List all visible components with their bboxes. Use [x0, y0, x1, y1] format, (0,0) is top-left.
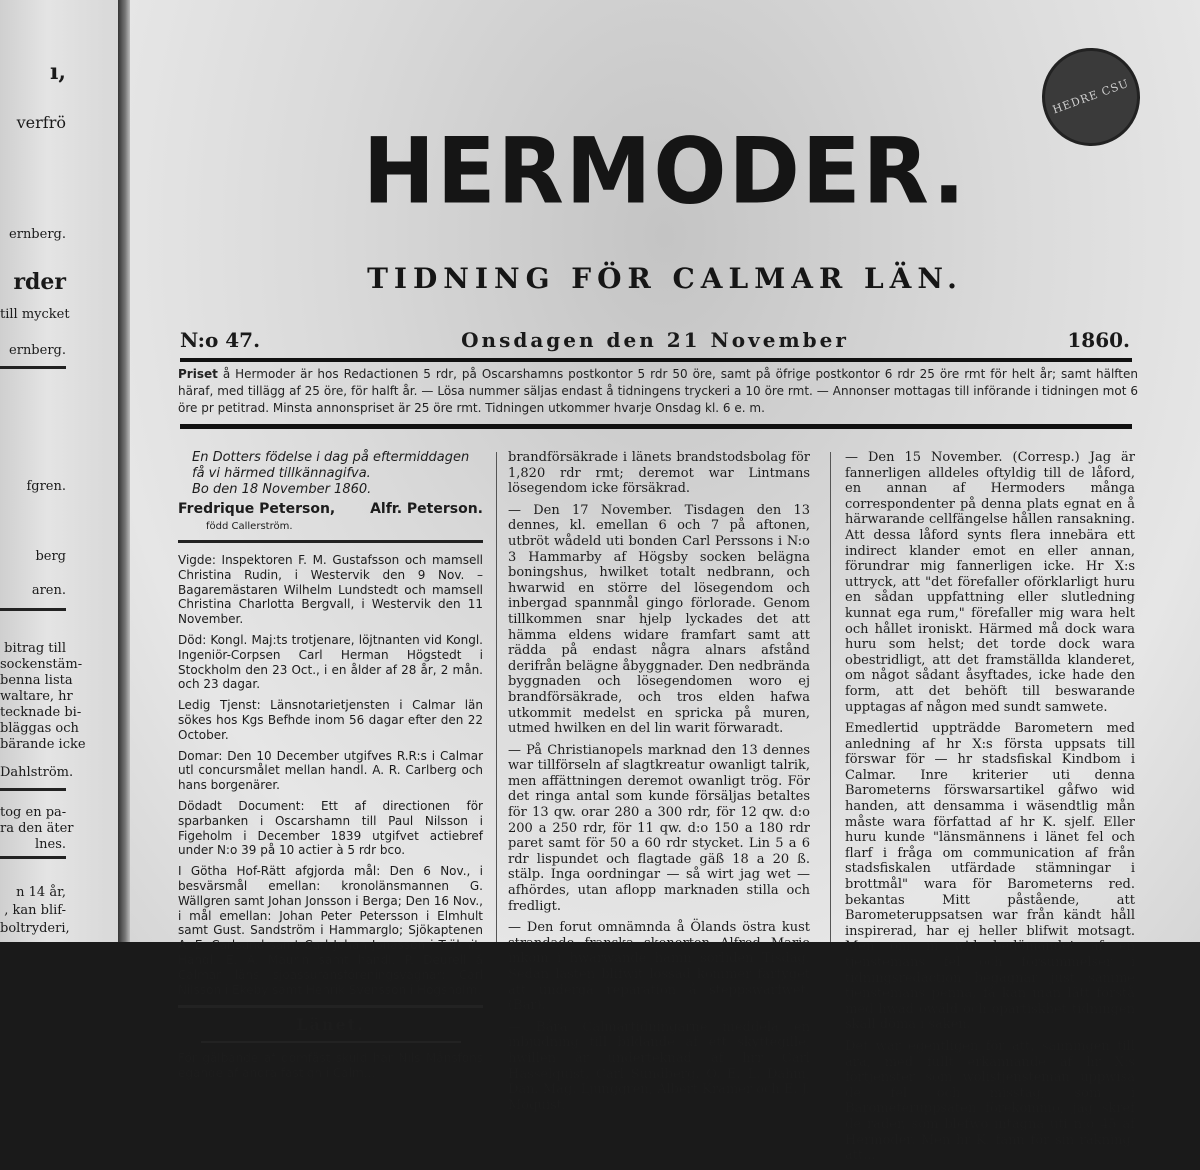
notice-dod: Död: Kongl. Maj:ts trotjenare, löjtnanten vid Kongl. Ingeniör-Corpsen Carl Herman Högstedt i Stockholm den 23 Oct., i en ålder af 28 år, 2 mån. och 23 dagar. [178, 632, 483, 692]
notice-gotha-hofratt: I Götha Hof-Rätt afgjorda mål: Den 6 Nov., i besvärsmål emellan: kronolänsmannen G. Wällgren samt Johan Jonsson i Berga; Den 16 Nov., i mål emellan: Johan Peter Petersson i Elmhult samt Gust. Sandström i Hammarglo; Sjökaptenen A. E. Carlsund samt Carl Johan Jonasson i Träknit; Handl. E. A. Maurin samt handl. P. Deurell å Calmar läns sjöassuransföreningsvägnar; Carl Nilsson i Ekeby samt Henrik Svensson i Högsholm. [178, 864, 483, 997]
left-fragment: verfrö [16, 113, 66, 132]
signature-mother: Fredrique Peterson, [178, 501, 336, 517]
heading-rule [201, 1041, 461, 1043]
announcement-signatures [178, 502, 483, 532]
column-right [845, 450, 1135, 1170]
left-fragment: tog en pa- [0, 805, 67, 820]
left-fragment: tecknade bi- [0, 705, 82, 720]
article-paragraph: — Den 15 November. (Corresp.) Jag är fannerligen alldeles oftyldig till de låford, en annan af Hermoders många correspondenter på denna plats egnat en å härwarande cellfängelse hållen ransakning. Att dessa låford synts flera innebära ett indirect klander emot en eller annan, förundrar mig fannerligen icke. Hr X:s uttryck, att "det förefaller oförklarligt huru en sådan uppfattning eller slutledning kunnat ega rum," förefaller mig wara helt och hållet ironiskt. Härmed må dock wara huru som helst; det torde dock wara obestridligt, att det framställda klanderet, om något sådant åsyftades, icke hade den form, att det behöft till beswarande upptagas af någon med sundt samwete. [845, 450, 1135, 715]
masthead-title: HERMODER. [362, 119, 968, 225]
article-paragraph: brandförsäkrade i länets brandstodsbolag för 1,820 rdr rmt; deremot war Lintmans lösegendom icke försäkrad. [508, 450, 810, 497]
section-rule [178, 1005, 483, 1008]
subscription-lead: Priset [178, 367, 218, 381]
dateline [180, 328, 1130, 354]
left-fragment: waltare, hr [0, 689, 73, 704]
subscription-notice [178, 366, 1138, 417]
notice-dodadt-document: Dödadt Document: Ett af directionen för sparbanken i Oscarshamn till Paul Nilsson i Figeholm i December 1839 utgifvet actiebref under N:o 39 på 10 actier à 5 rdr bco. [178, 798, 483, 858]
masthead-subtitle: TIDNING FÖR CALMAR LÄN. [367, 262, 963, 295]
section-heading-lanet: Länet. [296, 1015, 365, 1035]
issue-number: N:o 47. [180, 328, 261, 352]
left-fragment: aren. [31, 583, 66, 598]
issue-date: Onsdagen den 21 November [461, 328, 849, 352]
newspaper-page [130, 0, 1200, 1164]
notice-vigde: Vigde: Inspektoren F. M. Gustafsson och mamsell Christina Rudin, i Westervik den 9 Nov. – Bagaremästaren Wilhelm Lundstedt och mamsell Christina Charlotta Bergvall, i Westervik den 11 November. [178, 553, 483, 627]
left-fragment: bitrag till [4, 641, 66, 656]
dateline-rule [180, 358, 1132, 362]
section-rule [178, 540, 483, 543]
left-fragment: rder [13, 269, 66, 295]
header-bottom-rule [180, 424, 1132, 429]
issue-year: 1860. [1067, 328, 1130, 352]
left-fragment: till mycket [0, 307, 70, 322]
signature-mother-maiden: född Callerström. [206, 521, 293, 532]
left-fragment: boltryderi, [0, 921, 70, 936]
subscription-text: å Hermoder är hos Redactionen 5 rdr, på Oscarshamns postkontor 5 rdr 50 öre, samt på öfrige postkontor 6 rdr 25 öre rmt för helt år; samt hälften häraf, med tillägg af 25 öre, för halft år. — Lösa nummer säljas endast å tidningens tryckeri a 10 öre rmt. — Annonser mottagas till införande i tidningen mot 6 öre pr petitrad. Minsta annonspriset är 25 öre rmt. Tidningen utkommer hvarje Onsdag kl. 6 e. m. [178, 367, 1138, 415]
column-middle [508, 450, 810, 1119]
lanet-text: För gälbande af domfäst skuld har Nils Månsfons egande af andra fastigh i Calm... [178, 1051, 483, 1080]
article-paragraph: — Den 17 November. Tisdagen den 13 dennes, kl. emellan 6 och 7 på aftonen, utbröt wådeld uti bonden Carl Perssons i N:o 3 Hammarby af Högsby socken belägna boningshus, hwilket totalt nedbrann, och hwarwid en större del lösegendom och inbergad spannmål gingo förlorade. Genom tillkommen snar hjelp lyckades det att hämma eldens widare framfart samt att rädda på endast några alnars afstånd derifrån belägne åbyggnader. Den nedbrända byggnaden och lösegendomen woro ej brandförsäkrade, och tros elden hafwa utkommit medelst en spricka på muren, utmed hwilken en del lin warit förwaradt. [508, 502, 810, 737]
left-fragment: , kan blif- [4, 903, 66, 918]
article-paragraph: Emedlertid uppträdde Barometern med anledning af hr X:s första uppsats till förswar för — hr stadsfiskal Kindbom i Calmar. Inre kriterier uti denna Barometerns förswarsartikel gåfwo wid handen, att densamma i wäsendtlig mån måste wara författad af hr K. sjelf. Eller huru kunde "länsmännens i länet fel och flarf i fråga om communication af från stadsfiskalen utfärdade stämningar i brottmål" wara för Barometerns red. bekantas Mitt påstående, att Barometeruppsatsen war från kändt håll inspirerad, har ej heller blifwit motsagt. Men om m wid bedömandet af en tjenstemans fel och försummelser i tidningsredaction begagnar just samme tjenstemans penna, få kan man lätt förstå med hwad owäld och opartiskhet tidningen skall döma i saken. [845, 721, 1135, 1033]
left-rule [0, 788, 66, 791]
stamp-text: HEDRE CSU [1050, 76, 1131, 117]
left-rule [0, 366, 66, 369]
left-fragment: sockenstäm- [0, 657, 83, 672]
notice-ledig-tjenst: Ledig Tjenst: Länsnotarietjensten i Calmar län sökes hos Kgs Befhde inom 56 dagar efter den 22 October. [178, 698, 483, 742]
signature-father: Alfr. Peterson. [370, 501, 483, 517]
article-paragraph: — På Christianopels marknad den 13 dennes war tillförseln af slagtkreatur owanligt talrik, men affättningen deremot owanligt trög. För det ringa antal som kunde försäljas betaltes för 13 qw. orar 280 a 300 rdr, för 12 qw. d:o 200 a 250 rdr, för 11 qw. d:o 150 a 180 rdr paret samt för 50 a 60 rdr stycket. Lin 5 a 6 rdr lispundet och flagtade gäß 18 a 20 ß. stälp. Inga oordningar — så wirt jag wet — afhördes, utan aflopp marknaden stilla och fredligt. [508, 742, 810, 914]
left-fragment: fgren. [26, 479, 66, 494]
left-fragment: ernberg. [9, 343, 66, 358]
book-gutter [118, 0, 130, 942]
column-divider [830, 452, 831, 942]
column-left [178, 450, 483, 1087]
column-divider [496, 452, 497, 942]
left-fragment: bärande icke [0, 737, 86, 752]
birth-place-date: Bo den 18 November 1860. [192, 482, 372, 497]
left-rule [0, 856, 66, 859]
article-paragraph: — Båra Calmartidningarne meddela en inbjudning till bildande af ett skyttegille, hwillen är underteknad af hrr Carl Hasselquist, Carl Sundberg, O. E. L. Dahm, Dan. Mag. Ljunggren, Albert Kramer och E. J. Moquist. [508, 1019, 810, 1113]
left-fragment: bläggas och [0, 721, 79, 736]
notice-domar: Domar: Den 10 December utgifves R.R:s i Calmar utl concursmålet mellan handl. A. R. Carlberg och hans borgenärer. [178, 748, 483, 793]
adjacent-page-fragment [0, 0, 118, 942]
article-paragraph: Det war egentligen för att, sanningen till ära, med fullt erkännande af hr X:s förtjenster som wolistjensteman uppwisa de fel och misstag, som i Barometeruppsaten förekommo, jag skref de rader, som blefwo intagna uti n:o 45 af Hermoder. Men hr K. fann för sin räkning, att... [845, 1038, 1135, 1164]
left-fragment: n 14 år, [16, 885, 66, 900]
left-fragment: benna lista [0, 673, 73, 688]
left-fragment: ra den äter [0, 821, 74, 836]
birth-announcement: En Dotters födelse i dag på eftermiddagen få vi härmed tillkännagifva. [192, 450, 470, 481]
left-fragment: ernberg. [9, 227, 66, 242]
left-fragment: lnes. [34, 837, 66, 852]
left-fragment: ı, [49, 59, 66, 85]
left-fragment: berg [35, 549, 66, 564]
left-fragment: Dahlström. [0, 765, 74, 780]
article-paragraph: — Den forut omnämnda å Ölands östra kust strandade franska skonerten Alfred Marie inkom i hwarwande hamn sorliden Tisdag. Sedan lasten blifwit lossad kommer fartyget att undergå reparation å steppswarfwet. (Bar). [508, 920, 810, 1014]
left-rule [0, 608, 66, 611]
